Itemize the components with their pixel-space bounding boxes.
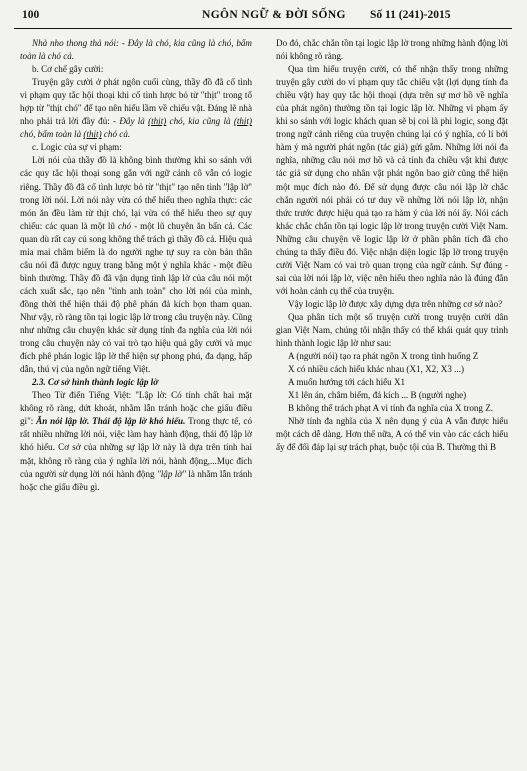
paragraph-text: Lời nói của thầy đồ là không bình thường khi so sánh với các quy tắc hội thoại song gắn với ngữ cảnh cô vẫn có logic riêng. Thầy đồ đã cố tình lược bỏ từ "thịt" tạo nên tình "lập lờ" trong lời nói. Lời nói này vừa có thể hiểu theo nghĩa thực: các món ăn đều làm từ thịt chó, lại vừa có thể hiểu theo sự quy chiếu: các quan là một lũ [20, 155, 252, 231]
paragraph-text: - một lũ chuyên ăn bẩn cả. Các quan dù rất cay cú song không thể trách gì thầy đồ cả. Hiệu quả mỉa mai châm biếm là do người nghe tự suy ra còn bản thân câu nói đã được nguỵ trang bằng một ý nghĩa khác - một điều bình thường. Thầy đồ đã vận dụng tình lập lờ của câu nói một cách xuất sắc, tạo nên "tình anh toàn" cho lời nói của mình, đồng thời thể hiện thái độ phê phán đả kích bọn tham quan. Như vậy, rõ ràng tồn tại logic lập lờ trong câu truyện này. Cũng như những câu chuyện khác sử dụng tính đa nghĩa của lời nói trong câu chuyện này có vai trò tạo hiệu quả gây cười và mục đích phê phán logic lập lờ thể hiện sự phong phú, đa dạng, hấp dẫn, thú vị của ngôn ngữ tiếng Việt. [20, 220, 253, 375]
paragraph: B không thể trách phạt A vì tính đa nghĩa của X trong Z. [288, 403, 494, 414]
quote: chó cả. [103, 129, 131, 140]
paragraph: Nhà nho thong thả nói: - Đây là chó, kia cũng là chó, bẩm toàn là chó cả. [20, 38, 252, 62]
issue-number: Số 11 (241)-2015 [370, 9, 451, 21]
paragraph-text: Theo Từ điển Tiếng Việt: "Lập lờ: Có tính chất hai mặt không rõ ràng, dứt khoát, nhằm lẫn tránh hoặc che giấu điều gì": [20, 390, 252, 427]
quote: (thịt) [83, 129, 102, 140]
page-header [14, 6, 512, 28]
paragraph: A (người nói) tạo ra phát ngôn X trong tình huống Z [288, 351, 479, 362]
paragraph: Nhờ tính đa nghĩa của X nên dụng ý của A vẫn được hiểu một cách dễ dàng. Hơn thế nữa, A có thể vin vào các cách hiểu ấy để đối đáp lại sự trách phạt, buộc tội của B. Thường thì B [276, 416, 508, 453]
emphasis: chó [117, 220, 132, 231]
section-heading: 2.3. Cơ sở hình thành logic lập lờ [32, 377, 159, 388]
journal-title: NGÔN NGỮ & ĐỜI SỐNG [202, 9, 346, 21]
left-column [20, 37, 252, 494]
header-rule [14, 28, 512, 29]
quote: (thịt) [233, 116, 253, 127]
quote: - Đây là [113, 116, 145, 127]
paragraph: A muốn hướng tới cách hiểu X1 [288, 377, 406, 388]
paragraph: Qua tìm hiểu truyện cười, có thể nhận thấy trong những truyện gây cười do vi phạm quy tắc chiếu vật (lợi dụng tính đa chiều vật) hay quy tắc hội thoại (dựa trên sự mơ hồ về nghĩa của phát ngôn) thường tồn tại logic lập lờ. Những vi phạm ấy khi so sánh với logic khách quan sẽ bị coi là phi logic, song đặt trong ngữ cảnh riêng của truyện chúng lại có ý nghĩa, có lí bởi hàm ý mà người phát ngôn (tác giả) gửi gắm. Những lời nói đa nghĩa, những câu nói mơ hồ và cả tính đa chiều vật khi được tác giả sử dụng cho nhân vật phát ngôn bao giờ cũng thể hiện một mục đích nào đó. Để sử dụng được câu nói lập lờ chắc chắn người nói phải có tư duy về những lời nói lập lờ, nhận thức trước được hiệu quả tạo ra hàm ý của lời nói ấy. Nói cách khác chắc chắn tồn tại logic lập lờ trong truyện cười Việt Nam. Những câu chuyện về logic lập lờ ở phần phân tích đã cho chúng ta thấy điều đó. Việc nhận diện logic lập lờ trong truyện cười Việt Nam có vai trò quan trọng của ngữ cảnh. Sự đúng - sai của lời nói lập lờ, việc nên hiểu theo nghĩa nào là đúng đắn với hoàn cảnh cụ thể của truyện. [276, 64, 508, 296]
paragraph: Vậy logic lập lờ được xây dựng dựa trên những cơ sở nào? [288, 298, 503, 309]
paragraph: Do đó, chắc chắn tồn tại logic lập lờ trong những hành động lời nói không rõ ràng. [276, 38, 508, 62]
paragraph-text: Truyện gây cười ở phát ngôn cuối cùng, thầy đồ đã cố tình vi phạm quy tắc hội thoại khi cố tình lược bỏ từ "thịt" trong tổ hợp từ "thịt chó" để tạo nên hiểu lầm về chiếu vật. Đáng lẽ nhà nho phải trả lời đầy đủ: [20, 77, 252, 127]
paragraph: Qua phân tích một số truyện cười trong truyện cười dân gian Việt Nam, chúng tôi nhận thấy có thể khái quát quy trình hình thành logic lập lờ như sau: [276, 311, 508, 349]
emphasis: "lập lờ" [156, 468, 186, 479]
paragraph [20, 154, 252, 376]
paragraph-text: Trong thực tế, có rất nhiều những lời nói, việc làm hay hành động, thái độ lập lờ khó hiểu. Cơ sở của những sự lập lờ này là dựa trên tính hai mặt, không rõ ràng của ý nghĩa lời nói, hành động,...Mục đích của người sử dụng lời nói hành động [20, 416, 252, 479]
subheading: b. Cơ chế gây cười: [32, 64, 104, 75]
paragraph: X có nhiều cách hiểu khác nhau (X1, X2, X3 ...) [288, 364, 465, 375]
subheading: c. Logic của sự vi phạm: [32, 142, 122, 153]
paragraph: X1 lên án, châm biếm, đả kích ... B (người nghe) [288, 390, 467, 401]
paragraph [20, 76, 252, 141]
quote: (thịt) [148, 116, 167, 127]
quote: chó, bẩm toàn là [20, 129, 82, 140]
paragraph-text: là nhằm lẫn tránh hoặc che giấu điều gì. [20, 468, 252, 492]
page-number: 100 [22, 9, 40, 21]
paragraph [20, 389, 252, 493]
right-column [276, 37, 508, 455]
quote: chó, kia cũng là [169, 116, 231, 127]
example: Ăn nói lập lờ. Thái độ lập lờ khó hiểu. [36, 416, 186, 427]
